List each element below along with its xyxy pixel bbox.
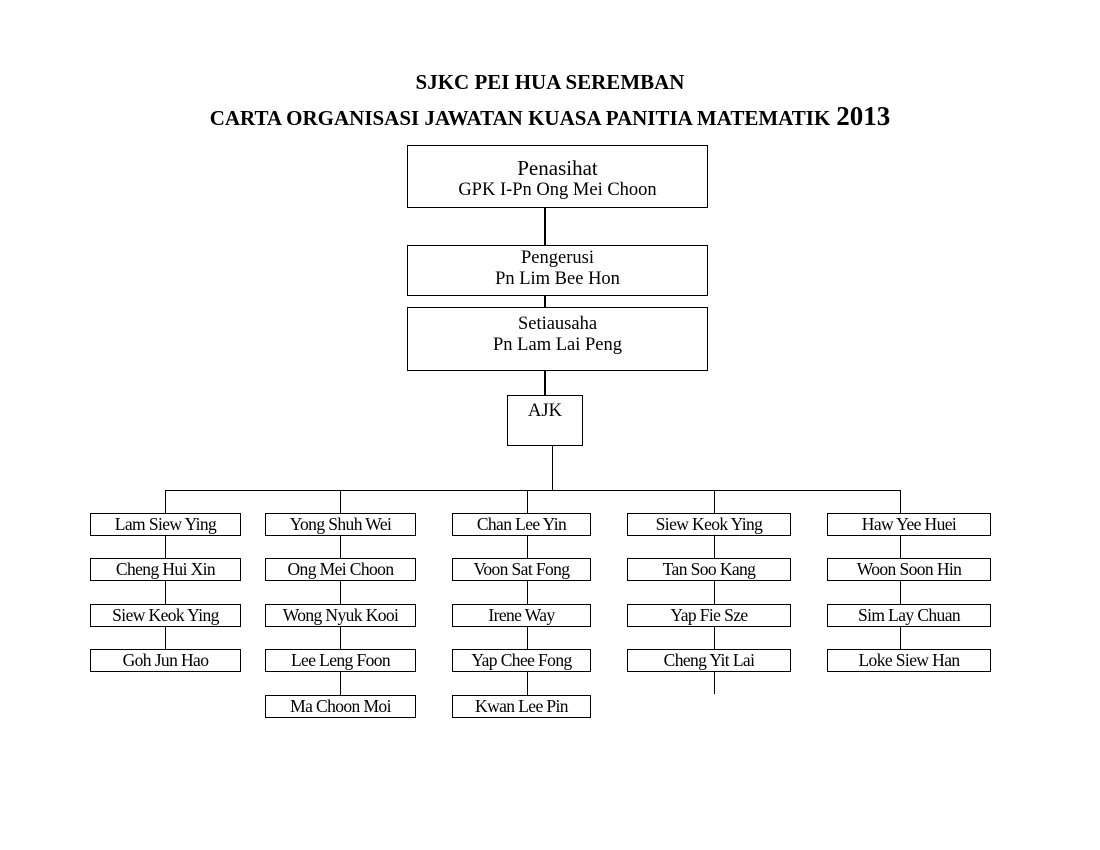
member-box: Tan Soo Kang	[627, 558, 791, 581]
member-box: Wong Nyuk Kooi	[265, 604, 416, 627]
member-box: Haw Yee Huei	[827, 513, 991, 536]
connector-ajk-down	[552, 445, 553, 491]
member-box: Goh Jun Hao	[90, 649, 241, 672]
chart-year: 2013	[836, 101, 891, 131]
connector-column-drop	[527, 490, 528, 513]
connector-column-drop	[165, 490, 166, 513]
member-box: Cheng Yit Lai	[627, 649, 791, 672]
member-box: Lee Leng Foon	[265, 649, 416, 672]
chart-title	[0, 101, 1100, 132]
penasihat-role: Penasihat	[517, 156, 598, 180]
penasihat-name: GPK I-Pn Ong Mei Choon	[458, 180, 657, 201]
ajk-box	[507, 395, 583, 446]
member-box: Kwan Lee Pin	[452, 695, 591, 718]
connector-column-drop	[340, 490, 341, 513]
setiausaha-role: Setiausaha	[517, 314, 598, 334]
member-box: Siew Keok Ying	[90, 604, 241, 627]
member-box: Chan Lee Yin	[452, 513, 591, 536]
member-box: Cheng Hui Xin	[90, 558, 241, 581]
connector-horizontal-bus	[165, 490, 901, 491]
connector-setiausaha-ajk	[544, 370, 546, 396]
pengerusi-role: Pengerusi	[521, 248, 594, 268]
member-box: Voon Sat Fong	[452, 558, 591, 581]
school-title: SJKC PEI HUA SEREMBAN	[415, 70, 685, 94]
ajk-label: AJK	[528, 401, 562, 421]
member-box: Ma Choon Moi	[265, 695, 416, 718]
penasihat-box	[407, 145, 708, 208]
member-box: Sim Lay Chuan	[827, 604, 991, 627]
member-box: Lam Siew Ying	[90, 513, 241, 536]
chart-title-text: CARTA ORGANISASI JAWATAN KUASA PANITIA MATEMATIK	[209, 106, 831, 130]
pengerusi-name: Pn Lim Bee Hon	[495, 269, 620, 290]
member-box: Woon Soon Hin	[827, 558, 991, 581]
pengerusi-box	[407, 245, 708, 296]
member-box: Yap Fie Sze	[627, 604, 791, 627]
connector-column-drop	[900, 490, 901, 513]
member-box: Yap Chee Fong	[452, 649, 591, 672]
member-box: Irene Way	[452, 604, 591, 627]
member-box: Ong Mei Choon	[265, 558, 416, 581]
connector-penasihat-pengerusi	[544, 207, 546, 246]
setiausaha-name: Pn Lam Lai Peng	[493, 335, 622, 356]
member-box: Siew Keok Ying	[627, 513, 791, 536]
member-box: Loke Siew Han	[827, 649, 991, 672]
member-box: Yong Shuh Wei	[265, 513, 416, 536]
connector-column-drop	[714, 490, 715, 513]
setiausaha-box	[407, 307, 708, 371]
